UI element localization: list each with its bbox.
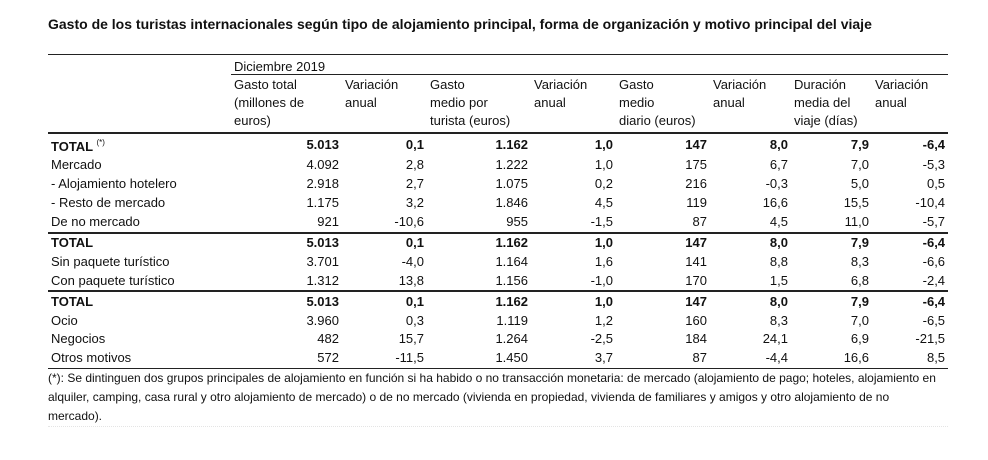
table-cell: 8,0 bbox=[710, 233, 791, 253]
table-cell: 6,9 bbox=[850, 331, 869, 347]
table-cell: 5.013 bbox=[231, 133, 342, 156]
row-label bbox=[48, 291, 231, 311]
table-title: Gasto de los turistas internacionales según tipo de alojamiento principal, forma de organización y motivo principal del viaje bbox=[48, 16, 872, 32]
column-header bbox=[342, 75, 427, 134]
title-divider bbox=[48, 54, 948, 55]
row-label bbox=[48, 213, 231, 233]
table-cell: 16,6 bbox=[762, 195, 788, 211]
column-header bbox=[616, 75, 710, 134]
column-header-line: anual bbox=[875, 95, 907, 110]
column-header-line: Duración bbox=[794, 77, 847, 92]
table-cell: 147 bbox=[616, 233, 710, 253]
table-cell: 147 bbox=[616, 291, 710, 311]
table-cell: 1,5 bbox=[769, 272, 788, 288]
column-header-line: medio bbox=[619, 95, 655, 110]
table-cell: 3,7 bbox=[531, 349, 616, 368]
table-cell: 2,8 bbox=[405, 157, 424, 173]
table-cell: 1.264 bbox=[495, 331, 528, 347]
row-label-text: Con paquete turístico bbox=[51, 272, 175, 288]
table-cell: 5,0 bbox=[850, 176, 869, 192]
table-total-row bbox=[48, 133, 948, 156]
table-cell: 482 bbox=[317, 331, 339, 347]
table-total-row bbox=[48, 291, 948, 311]
table-cell: -6,5 bbox=[922, 312, 946, 328]
column-header-line: viaje (días) bbox=[794, 113, 858, 128]
row-label bbox=[48, 133, 231, 156]
table-cell: -4,0 bbox=[401, 253, 424, 269]
table-cell: 1.162 bbox=[427, 133, 531, 156]
table-cell: 4.092 bbox=[306, 157, 339, 173]
table-cell: -4,4 bbox=[710, 349, 791, 368]
table-cell: -1,5 bbox=[590, 214, 613, 230]
table-cell: 1,6 bbox=[594, 253, 613, 269]
table-cell: 170 bbox=[685, 272, 707, 288]
table-cell: 1.846 bbox=[495, 195, 528, 211]
table-cell: 1,0 bbox=[531, 133, 616, 156]
table-cell: 1,2 bbox=[594, 312, 613, 328]
row-label-text: - Resto de mercado bbox=[51, 195, 166, 211]
table-cell: 5.013 bbox=[231, 291, 342, 311]
column-header-line: medio por bbox=[430, 95, 488, 110]
table-cell: 7,9 bbox=[791, 291, 872, 311]
table-cell: 87 bbox=[616, 349, 710, 368]
row-label bbox=[48, 349, 231, 368]
table-cell: 7,0 bbox=[850, 157, 869, 173]
period-label: Diciembre 2019 bbox=[231, 59, 948, 75]
data-table bbox=[48, 59, 948, 369]
row-label-text: Ocio bbox=[51, 312, 78, 328]
table-cell: -1,0 bbox=[590, 272, 613, 288]
table-cell: 1,0 bbox=[531, 291, 616, 311]
table-cell: 0,1 bbox=[342, 133, 427, 156]
column-header-line: Variación bbox=[713, 77, 767, 92]
table-cell: 1.075 bbox=[495, 176, 528, 192]
table-cell: -5,7 bbox=[922, 214, 946, 230]
table-cell: 0,1 bbox=[342, 291, 427, 311]
footer-divider bbox=[48, 426, 948, 428]
column-header-line: Gasto bbox=[619, 77, 654, 92]
table-cell: -5,3 bbox=[922, 157, 946, 173]
table-cell: 1.162 bbox=[427, 291, 531, 311]
column-header-line: diario (euros) bbox=[619, 113, 696, 128]
column-header-line: Gasto total bbox=[234, 77, 297, 92]
table-cell: 0,5 bbox=[926, 176, 946, 192]
table-cell: 24,1 bbox=[762, 331, 788, 347]
row-label-text: De no mercado bbox=[51, 214, 140, 230]
table-cell: 1.164 bbox=[495, 253, 528, 269]
column-header-line: (millones de bbox=[234, 95, 305, 110]
table-cell: 6,7 bbox=[769, 157, 788, 173]
column-header-line: Variación bbox=[345, 77, 399, 92]
column-header-line: media del bbox=[794, 95, 851, 110]
column-header-line: anual bbox=[345, 95, 377, 110]
column-header-line: anual bbox=[534, 95, 566, 110]
table-cell: 147 bbox=[616, 133, 710, 156]
table-cell: 175 bbox=[685, 157, 707, 173]
table-cell: 184 bbox=[685, 331, 707, 347]
table-cell: 15,7 bbox=[398, 331, 424, 347]
column-header-line: turista (euros) bbox=[430, 113, 511, 128]
table-row bbox=[48, 311, 948, 330]
table-cell: 15,5 bbox=[843, 195, 869, 211]
table-cell: -11,5 bbox=[342, 349, 427, 368]
row-label bbox=[48, 194, 231, 213]
row-label-text: TOTAL bbox=[51, 139, 93, 154]
table-cell: -10,4 bbox=[915, 195, 946, 211]
table-cell: 4,5 bbox=[769, 214, 788, 230]
footnote: (*): Se dintinguen dos grupos principales de alojamiento en función si ha habido o no transacción monetaria: de mercado (alojamiento de pago; hoteles, alojamiento en alquiler, camping, casa rural y otro alojamiento de mercado) o de no mercado (vivienda en propiedad, vivienda de familiares y amigos y otro alojamiento de no mercado). bbox=[48, 371, 936, 423]
table-cell: 1.156 bbox=[495, 272, 528, 288]
row-label-text: - Alojamiento hotelero bbox=[51, 176, 177, 192]
column-header bbox=[531, 75, 616, 134]
column-header bbox=[231, 75, 342, 134]
table-cell: -0,3 bbox=[765, 176, 788, 192]
row-label-text: Mercado bbox=[51, 157, 102, 173]
table-cell: -6,4 bbox=[872, 291, 948, 311]
column-header-line: Variación bbox=[534, 77, 588, 92]
table-cell: 141 bbox=[685, 253, 707, 269]
table-cell: 119 bbox=[686, 195, 707, 211]
table-cell: 11,0 bbox=[844, 214, 869, 230]
column-header-line: Variación bbox=[875, 77, 929, 92]
table-row bbox=[48, 252, 948, 271]
row-label-text: Sin paquete turístico bbox=[51, 253, 170, 269]
row-label-text: Otros motivos bbox=[51, 350, 132, 366]
table-cell: 8,0 bbox=[710, 291, 791, 311]
table-cell: 13,8 bbox=[398, 272, 424, 288]
table-total-row bbox=[48, 233, 948, 253]
table-row bbox=[48, 194, 948, 213]
table-cell: 0,1 bbox=[342, 233, 427, 253]
table-cell: 7,9 bbox=[791, 233, 872, 253]
table-cell: 1,0 bbox=[531, 233, 616, 253]
table-cell: 1.119 bbox=[496, 312, 528, 328]
table-cell: 921 bbox=[317, 214, 339, 230]
table-cell: 8,5 bbox=[872, 349, 948, 368]
row-label-text: TOTAL bbox=[51, 235, 94, 250]
row-label bbox=[48, 233, 231, 253]
table-cell: 1,0 bbox=[594, 157, 613, 173]
table-cell: 8,8 bbox=[769, 253, 788, 269]
column-header-line: Gasto bbox=[430, 77, 465, 92]
table-cell: 572 bbox=[231, 349, 342, 368]
column-header-line: anual bbox=[713, 95, 745, 110]
table-cell: 2,7 bbox=[405, 176, 424, 192]
table-cell: 3.701 bbox=[306, 253, 339, 269]
table-cell: 8,3 bbox=[769, 312, 788, 328]
table-cell: 1.162 bbox=[427, 233, 531, 253]
row-label-text: Negocios bbox=[51, 331, 106, 347]
table-cell: 7,0 bbox=[850, 312, 869, 328]
table-row bbox=[48, 213, 948, 233]
row-label-text: TOTAL bbox=[51, 293, 94, 309]
table-cell: 8,0 bbox=[710, 133, 791, 156]
table-cell: 7,9 bbox=[791, 133, 872, 156]
table-cell: 216 bbox=[685, 176, 707, 192]
table-cell: 16,6 bbox=[791, 349, 872, 368]
table-cell: 0,2 bbox=[594, 176, 613, 192]
table-cell: 8,3 bbox=[850, 253, 869, 269]
table-cell: 1.175 bbox=[306, 195, 339, 211]
table-cell: 2.918 bbox=[306, 176, 339, 192]
table-cell: 0,3 bbox=[405, 312, 424, 328]
column-header bbox=[872, 75, 948, 134]
column-header-line: euros) bbox=[234, 113, 271, 128]
table-row bbox=[48, 330, 948, 349]
footnote-marker: (*) bbox=[96, 138, 105, 147]
row-label bbox=[48, 311, 231, 330]
column-header bbox=[710, 75, 791, 134]
table-cell: -6,4 bbox=[872, 133, 948, 156]
row-label bbox=[48, 175, 231, 194]
table-cell: 1.450 bbox=[427, 349, 531, 368]
table-cell: 4,5 bbox=[594, 195, 613, 211]
table-row bbox=[48, 349, 948, 368]
row-label bbox=[48, 271, 231, 291]
table-cell: 3.960 bbox=[306, 312, 339, 328]
table-cell: 955 bbox=[506, 214, 528, 230]
table-cell: 87 bbox=[692, 214, 707, 230]
table-cell: -6,6 bbox=[922, 253, 946, 269]
table-cell: -2,4 bbox=[922, 272, 946, 288]
column-header bbox=[427, 75, 531, 134]
table-cell: 160 bbox=[685, 312, 707, 328]
table-cell: 1.312 bbox=[306, 272, 339, 288]
table-cell: -2,5 bbox=[590, 331, 613, 347]
table-cell: -21,5 bbox=[915, 331, 946, 347]
table-cell: 3,2 bbox=[405, 195, 424, 211]
table-cell: 5.013 bbox=[231, 233, 342, 253]
column-header bbox=[791, 75, 872, 134]
table-row bbox=[48, 271, 948, 291]
table-cell: -6,4 bbox=[872, 233, 948, 253]
row-label bbox=[48, 330, 231, 349]
table-row bbox=[48, 175, 948, 194]
table-cell: 1.222 bbox=[495, 157, 528, 173]
row-label bbox=[48, 252, 231, 271]
table-row bbox=[48, 156, 948, 175]
table-cell: 6,8 bbox=[850, 272, 869, 288]
row-label bbox=[48, 156, 231, 175]
table-cell: -10,6 bbox=[394, 214, 424, 230]
